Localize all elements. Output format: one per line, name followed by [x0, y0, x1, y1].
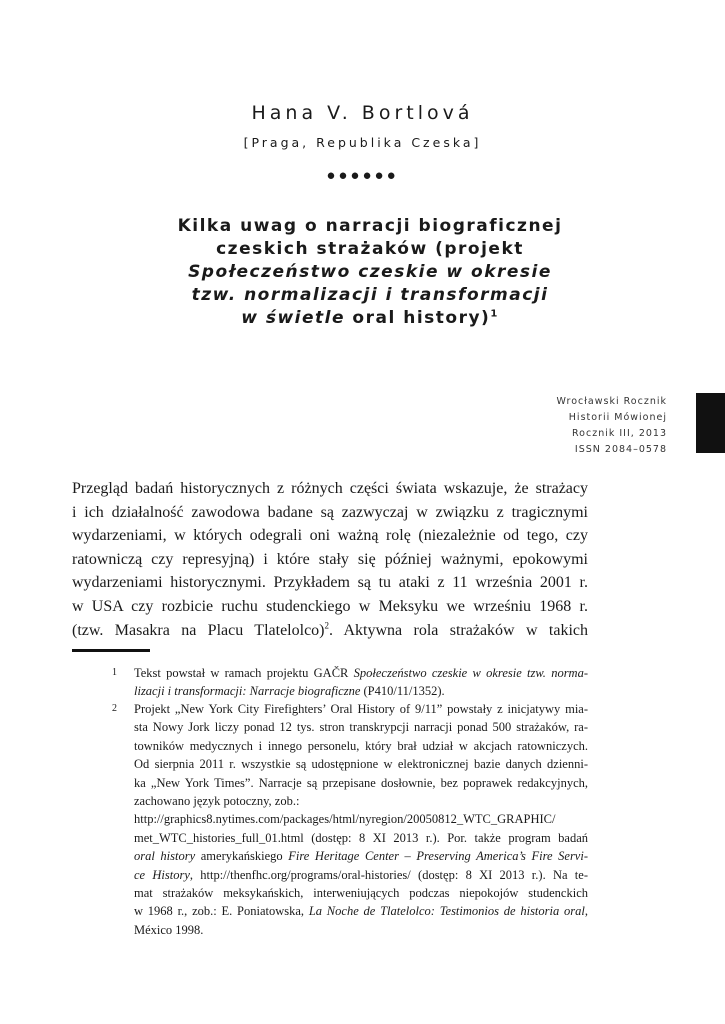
author-name: Hana V. Bortlová	[251, 102, 474, 124]
footnote-text	[134, 700, 588, 939]
journal-info	[467, 394, 667, 458]
footnote-1	[72, 664, 588, 701]
body-text: . Aktywna rola strażaków w takich	[329, 621, 588, 639]
footnote-span: , http://thenfhc.org/programs/oral-histories/ (dostęp: 8 XI 2013 r.). Na te-	[189, 867, 588, 882]
body-line: Przegląd badań historycznych z różnych części świata wskazuje, że strażacy	[72, 480, 588, 497]
footnote-span: Tekst powstał w ramach projektu GAČR	[134, 666, 354, 680]
body-line: ratowniczą czy represyjną) i które stały się później ważnymi, epokowymi	[72, 550, 588, 568]
body-text: (tzw. Masakra na Placu Tlatelolco)	[72, 621, 325, 639]
footnote-italic: La Noche de Tlatelolco: Testimonios de historia oral	[308, 904, 585, 919]
footnote-line	[134, 682, 588, 700]
footnote-rule	[72, 649, 150, 652]
footnote-2	[72, 700, 588, 939]
footnote-url[interactable]: http://graphics8.nytimes.com/packages/html/nyregion/20050812_WTC_GRAPHIC/	[134, 812, 556, 827]
footnote-span: w 1968 r., zob.: E. Poniatowska,	[134, 904, 309, 919]
footnote-line: México 1998.	[134, 922, 204, 937]
body-line	[72, 619, 588, 643]
footnote-line: mat strażaków meksykańskich, interweniujących podczas niepokojów studenckich	[134, 886, 588, 901]
journal-line: Historii Mówionej	[568, 412, 667, 423]
footnote-number: 1	[112, 667, 117, 678]
page-edge-tab	[696, 393, 725, 453]
journal-line: Rocznik III, 2013	[572, 428, 667, 439]
footnote-line	[134, 866, 588, 884]
footnote-line	[134, 902, 588, 920]
body-paragraph	[72, 477, 588, 642]
author-affiliation: [Praga, Republika Czeska]	[243, 135, 482, 150]
footnote-italic: Społeczeństwo czeskie w okresie tzw. norma-	[353, 666, 588, 680]
body-line: wydarzeniami, w których odegrali oni ważną rolę (niezależnie od tego, czy	[72, 527, 588, 545]
footnote-italic: lizacji i transformacji: Narracje biograficzne	[134, 684, 361, 699]
footnote-line: met_WTC_histories_full_01.html (dostęp: 8 XI 2013 r.). Por. także program badań	[134, 830, 588, 845]
footnote-line: sta Nowy Jork liczy ponad 12 tys. stron transkrypcji narracji ponad 500 strażaków, ra-	[134, 720, 588, 735]
title-italic: Społeczeństwo czeskie w okresie	[188, 262, 552, 282]
separator-dots: ●●●●●●	[326, 168, 399, 184]
body-line: wydarzeniami historycznymi. Przykładem są tu ataki z 11 września 2001 r.	[72, 574, 588, 592]
footnote-italic: oral history	[134, 849, 196, 864]
journal-line: ISSN 2084–0578	[574, 444, 667, 455]
footnote-line: towników medycznych i innego personelu, który brał udział w akcjach ratowniczych.	[134, 738, 588, 753]
title-line: Kilka uwag o narracji biograficznej	[177, 216, 563, 236]
footnote-number: 2	[112, 703, 117, 714]
title-line: czeskich strażaków (projekt	[216, 239, 524, 259]
body-line: w USA czy rozbicie ruchu studenckiego w Meksyku we wrześniu 1968 r.	[72, 597, 588, 615]
footnote-span: (P410/11/1352).	[360, 684, 445, 699]
footnote-italic: Fire Heritage Center – Preserving America’s Fire Servi-	[288, 849, 588, 864]
title-line	[100, 261, 640, 284]
title-line	[100, 307, 640, 330]
article-title	[100, 215, 640, 330]
journal-line: Wrocławski Rocznik	[556, 396, 667, 407]
footnote-italic: ce History	[134, 867, 190, 882]
footnote-span: amerykańskiego	[195, 849, 289, 864]
footnote-line: ka „New York Times”. Narracje są przepisane dosłownie, bez poprawek redakcyjnych,	[134, 775, 588, 790]
title-italic: w świetle	[241, 308, 346, 328]
footnote-span: ,	[584, 904, 588, 919]
footnote-line	[134, 664, 588, 682]
footnote-line: Projekt „New York City Firefighters’ Oral History of 9/11” powstały z inicjatywy mia-	[134, 702, 588, 716]
title-line	[100, 284, 640, 307]
footnote-line	[134, 847, 588, 865]
title-italic: tzw. normalizacji i transformacji	[191, 285, 549, 305]
body-line: i ich działalność zawodowa badane są zazwyczaj w związku z tragicznymi	[72, 503, 588, 521]
title-text: oral history)	[345, 308, 491, 328]
footnote-line: zachowano język potoczny, zob.:	[134, 794, 300, 809]
footnote-text	[134, 664, 588, 701]
footnote-line: Od sierpnia 2011 r. wszystkie są udostępnione w elektronicznej bazie danych dzienni-	[134, 757, 588, 772]
footnote-ref[interactable]: 1	[490, 308, 499, 320]
footnote-ref[interactable]: 2	[324, 620, 329, 631]
